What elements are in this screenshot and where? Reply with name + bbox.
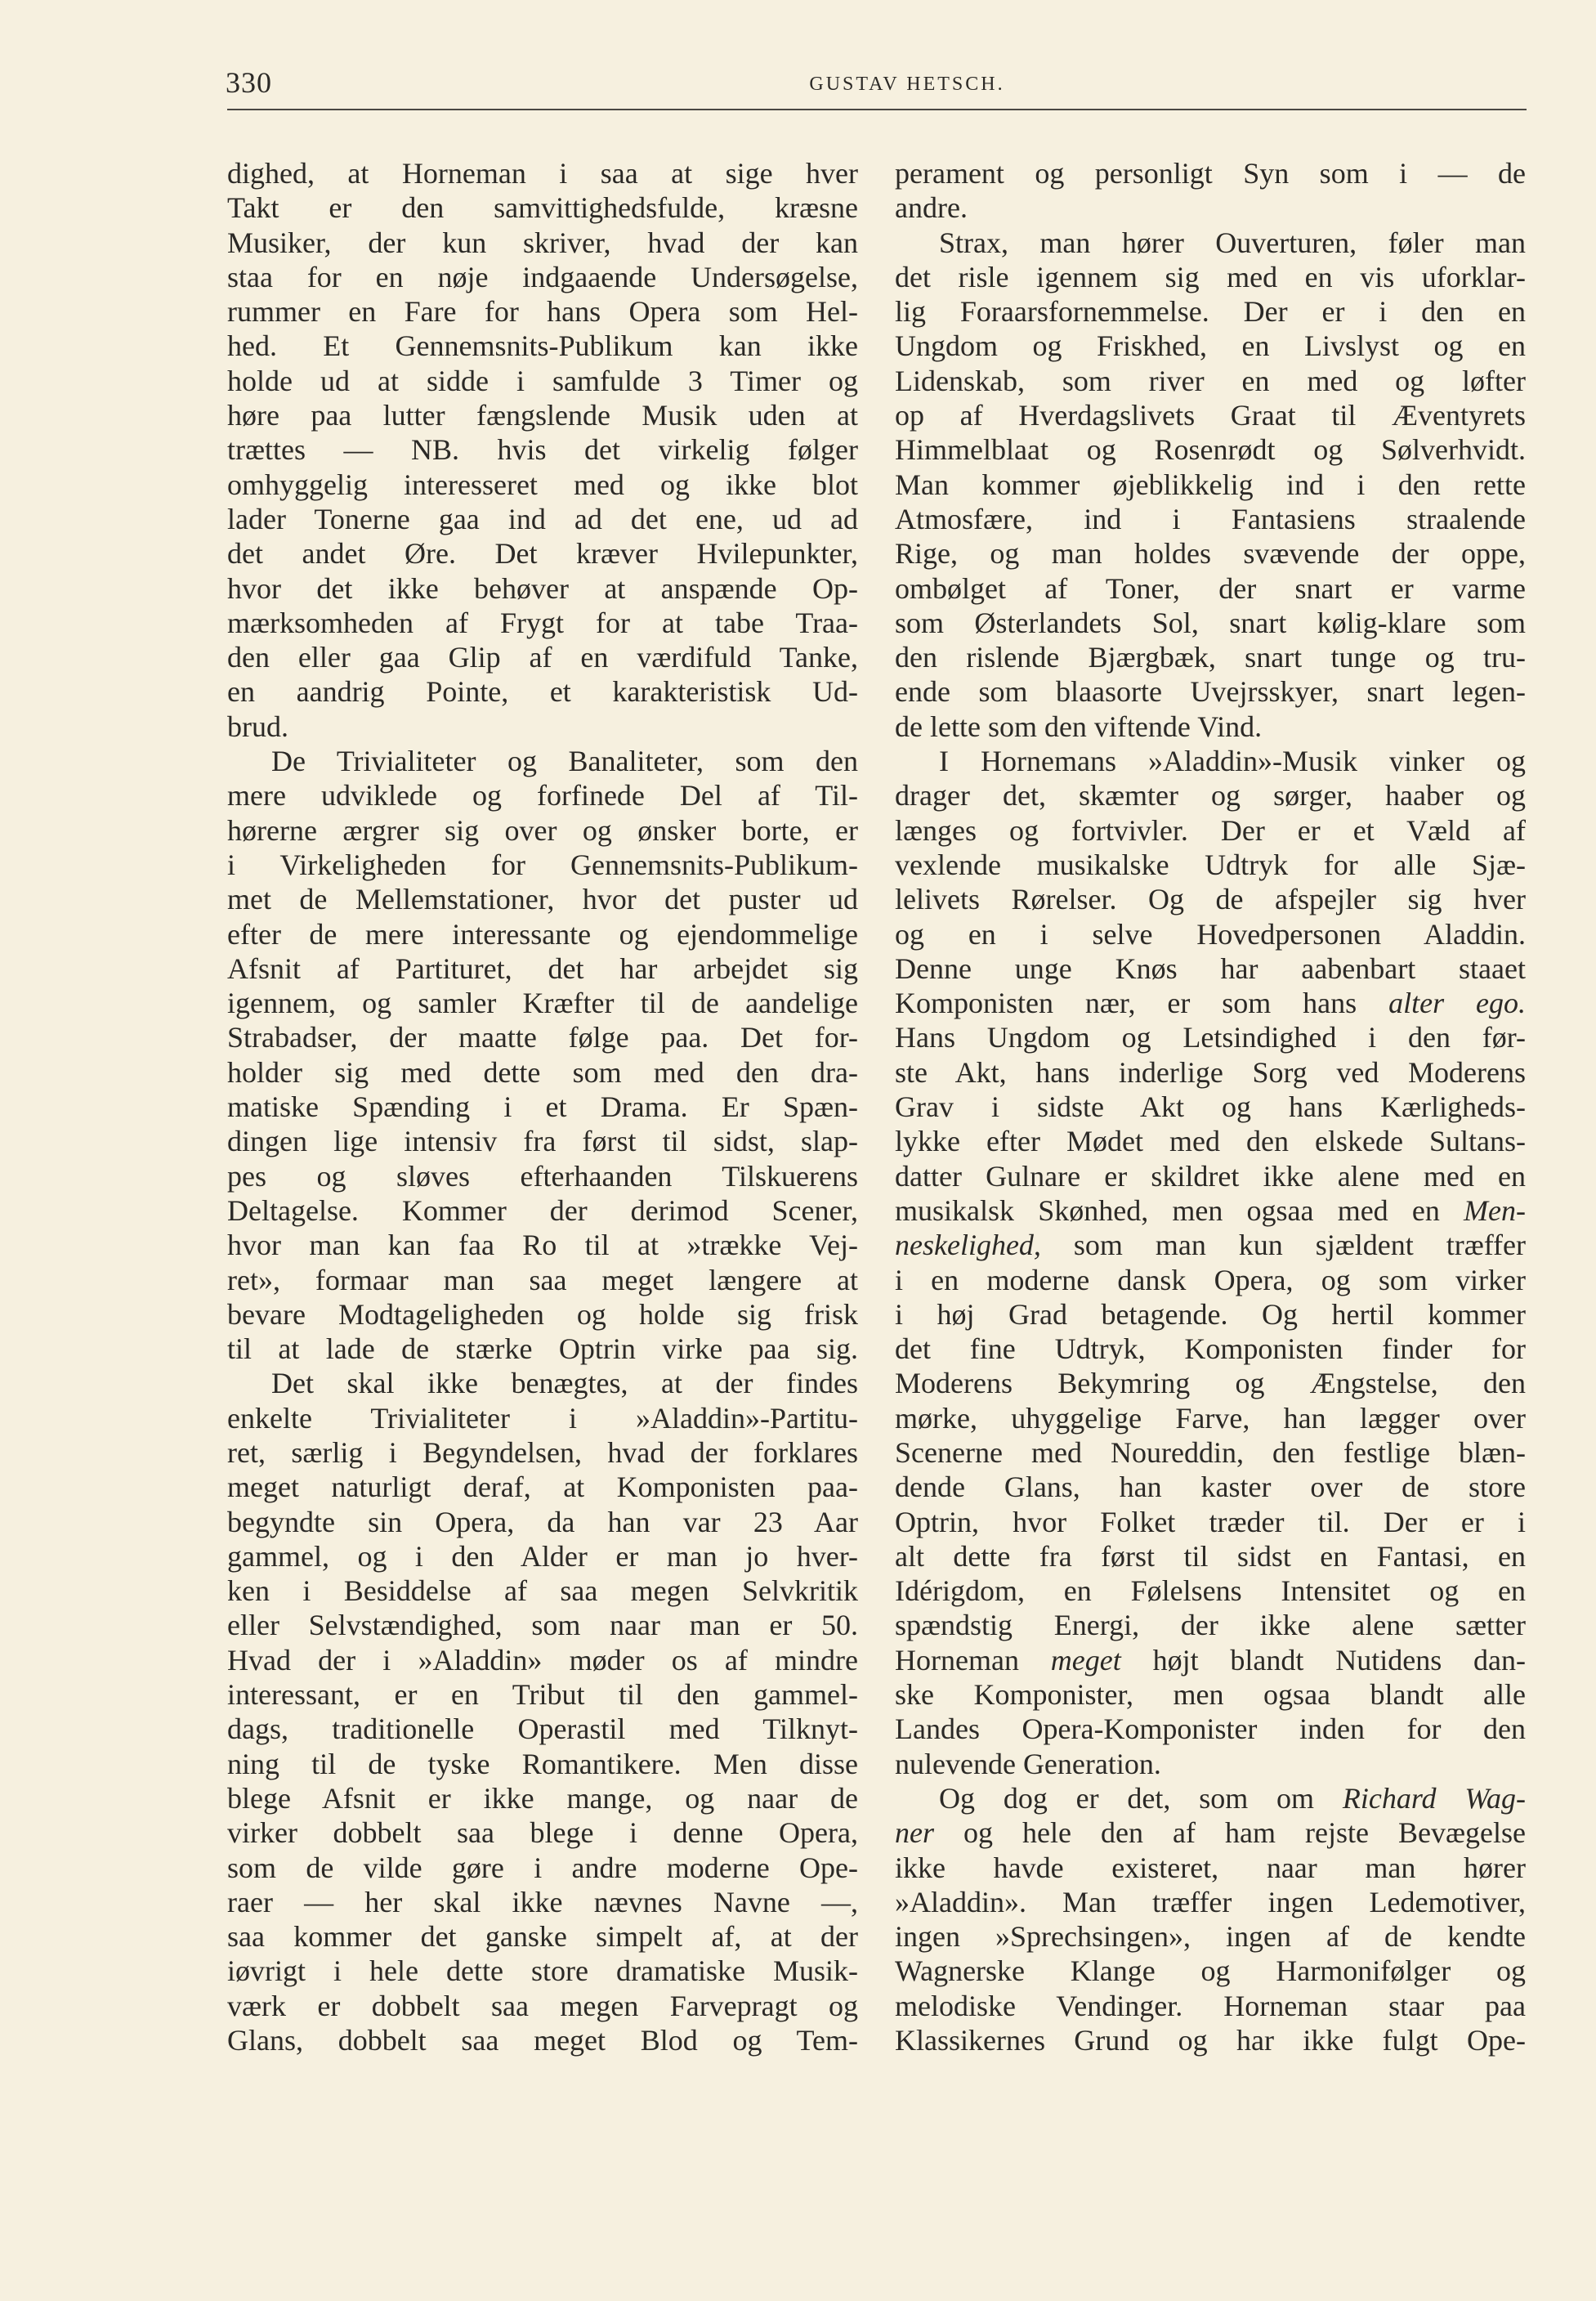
text-line: Strax, man hører Ouverturen, føler man: [939, 226, 1526, 259]
text-column-right: [895, 156, 1526, 2057]
text-line: længes og fortvivler. Der er et Væld af: [895, 813, 1526, 847]
italic-text: alter ego.: [1388, 987, 1526, 1020]
text-line: i en moderne dansk Opera, og som virker: [895, 1263, 1526, 1296]
text-line: ske Komponister, men ogsaa blandt alle: [895, 1678, 1526, 1712]
text-line: til at lade de stærke Optrin virke paa sig.: [227, 1332, 858, 1366]
italic-text: Richard Wag-: [1342, 1781, 1526, 1815]
text-line: Musiker, der kun skriver, hvad der kan: [227, 226, 858, 259]
text-line: gammel, og i den Alder er man jo hver-: [227, 1539, 858, 1573]
text-line: det risle igennem sig med en vis uforklar-: [895, 260, 1526, 293]
text-line: raer — her skal ikke nævnes Navne —,: [227, 1885, 858, 1918]
text-line: Grav i sidste Akt og hans Kærligheds-: [895, 1090, 1526, 1124]
text-line: [895, 1643, 1526, 1677]
text-line: melodiske Vendinger. Horneman staar paa: [895, 1989, 1526, 2022]
text-line: igennem, og samler Kræfter til de aandelige: [227, 987, 858, 1020]
text-segment: som man kun sjældent træffer: [1040, 1229, 1526, 1262]
text-line: op af Hverdagslivets Graat til Æventyrets: [895, 399, 1526, 432]
text-line: lelivets Rørelser. Og de afspejler sig hver: [895, 883, 1526, 916]
text-line: Hvad der i »Aladdin» møder os af mindre: [227, 1643, 858, 1677]
text-segment: musikalsk Skønhed, men ogsaa med en: [895, 1193, 1464, 1227]
text-line: Idérigdom, en Følelsens Intensitet og en: [895, 1574, 1526, 1608]
text-line: som Østerlandets Sol, snart kølig-klare som: [895, 606, 1526, 639]
text-line: perament og personligt Syn som i — de: [895, 157, 1526, 190]
text-segment: højt blandt Nutidens dan-: [1120, 1643, 1526, 1677]
text-line: Det skal ikke benægtes, at der findes: [271, 1367, 858, 1400]
text-line: staa for en nøje indgaaende Undersøgelse,: [227, 260, 858, 293]
text-line: pes og sløves efterhaanden Tilskuerens: [227, 1159, 858, 1193]
text-line: enkelte Trivialiteter i »Aladdin»-Partitu-: [227, 1401, 858, 1435]
text-line: i Virkeligheden for Gennemsnits-Publikum-: [227, 848, 858, 881]
text-line: holder sig med dette som med den dra-: [227, 1055, 858, 1089]
text-line: lader Tonerne gaa ind ad det ene, ud ad: [227, 502, 858, 535]
text-line: hørerne ærgrer sig over og ønsker borte, er: [227, 813, 858, 847]
text-segment: Komponisten nær, er som hans: [895, 987, 1389, 1020]
text-line: hvor det ikke behøver at anspænde Op-: [227, 571, 858, 605]
text-line: dende Glans, han kaster over de store: [895, 1471, 1526, 1504]
text-line: Man kommer øjeblikkelig ind i den rette: [895, 468, 1526, 501]
text-line: hvor man kan faa Ro til at »trække Vej-: [227, 1229, 858, 1262]
text-line: den rislende Bjærgbæk, snart tunge og tru-: [895, 641, 1526, 674]
text-line: vexlende musikalske Udtryk for alle Sjæ-: [895, 848, 1526, 881]
text-line: datter Gulnare er skildret ikke alene med en: [895, 1159, 1526, 1193]
text-line: de lette som den viftende Vind.: [895, 710, 1263, 743]
text-line: drager det, skæmter og sørger, haaber og: [895, 779, 1526, 813]
text-line: Denne unge Knøs har aabenbart staaet: [895, 951, 1526, 985]
text-line: iøvrigt i hele dette store dramatiske Musik-: [227, 1954, 858, 1988]
text-line: Rige, og man holdes svævende der oppe,: [895, 537, 1526, 571]
text-line: Scenerne med Noureddin, den festlige blæn-: [895, 1435, 1526, 1469]
text-line: Strabadser, der maatte følge paa. Det for-: [227, 1021, 858, 1054]
text-line: Himmelblaat og Rosenrødt og Sølverhvidt.: [895, 433, 1526, 467]
text-line: som de vilde gøre i andre moderne Ope-: [227, 1851, 858, 1884]
text-line: Afsnit af Partituret, det har arbejdet sig: [227, 951, 858, 985]
text-segment: Og dog er det, som om: [939, 1781, 1343, 1815]
text-line: det andet Øre. Det kræver Hvilepunkter,: [227, 537, 858, 571]
text-line: ikke havde existeret, naar man hører: [895, 1851, 1526, 1884]
text-line: omhyggelig interesseret med og ikke blot: [227, 468, 858, 501]
text-line: [895, 1781, 1526, 1815]
text-line: virker dobbelt saa blege i denne Opera,: [227, 1816, 858, 1850]
text-column-left: [227, 156, 858, 2057]
text-line: meget naturligt deraf, at Komponisten paa-: [227, 1471, 858, 1504]
text-line: efter de mere interessante og ejendommelige: [227, 917, 858, 951]
text-line: nulevende Generation.: [895, 1747, 1161, 1780]
text-segment: Horneman: [895, 1643, 1051, 1677]
text-line: saa kommer det ganske simpelt af, at der: [227, 1920, 858, 1954]
text-line: og en i selve Hovedpersonen Aladdin.: [895, 917, 1526, 951]
text-line: Atmosfære, ind i Fantasiens straalende: [895, 502, 1526, 535]
text-line: »Aladdin». Man træffer ingen Ledemotiver,: [895, 1885, 1526, 1918]
text-line: ning til de tyske Romantikere. Men disse: [227, 1747, 858, 1780]
italic-text: meget: [1050, 1643, 1121, 1677]
header-rule: [227, 109, 1527, 110]
text-line: ret, særlig i Begyndelsen, hvad der forklares: [227, 1435, 858, 1469]
text-line: mere udviklede og forfinede Del af Til-: [227, 779, 858, 813]
text-line: [895, 1193, 1526, 1228]
text-line: høre paa lutter fængslende Musik uden at: [227, 399, 858, 432]
text-line: ste Akt, hans inderlige Sorg ved Moderens: [895, 1055, 1526, 1089]
text-line: dingen lige intensiv fra først til sidst, slap-: [227, 1125, 858, 1158]
text-line: andre.: [895, 191, 968, 225]
text-line: Glans, dobbelt saa meget Blod og Tem-: [227, 2024, 858, 2057]
text-segment: og hele den af ham rejste Bevægelse: [934, 1816, 1526, 1850]
text-line: blege Afsnit er ikke mange, og naar de: [227, 1781, 858, 1815]
text-line: rummer en Fare for hans Opera som Hel-: [227, 295, 858, 329]
text-line: interessant, er en Tribut til den gammel-: [227, 1678, 858, 1712]
text-line: værk er dobbelt saa megen Farvepragt og: [227, 1989, 858, 2022]
italic-text: Men-: [1464, 1193, 1526, 1227]
text-line: mærksomheden af Frygt for at tabe Traa-: [227, 606, 858, 639]
text-line: en aandrig Pointe, et karakteristisk Ud-: [227, 675, 858, 709]
text-line: Landes Opera-Komponister inden for den: [895, 1712, 1526, 1746]
text-line: ret», formaar man saa meget længere at: [227, 1263, 858, 1296]
page-number: 330: [226, 66, 272, 99]
text-line: holde ud at sidde i samfulde 3 Timer og: [227, 364, 858, 397]
text-line: ken i Besiddelse af saa megen Selvkritik: [227, 1574, 858, 1608]
text-line: [895, 1815, 1526, 1850]
text-line: mørke, uhyggelige Farve, han lægger over: [895, 1401, 1526, 1435]
text-line: Deltagelse. Kommer der derimod Scener,: [227, 1193, 858, 1227]
italic-text: neskelighed,: [895, 1229, 1041, 1262]
text-line: Lidenskab, som river en med og løfter: [895, 364, 1526, 397]
text-line: ingen »Sprechsingen», ingen af de kendte: [895, 1920, 1526, 1954]
text-line: trættes — NB. hvis det virkelig følger: [227, 433, 858, 467]
text-line: brud.: [227, 710, 288, 743]
text-line: den eller gaa Glip af en værdifuld Tanke,: [227, 641, 858, 674]
text-line: spændstig Energi, der ikke alene sætter: [895, 1609, 1526, 1642]
text-line: dags, traditionelle Operastil med Tilknyt-: [227, 1712, 858, 1746]
text-line: lig Foraarsfornemmelse. Der er i den en: [895, 295, 1526, 329]
text-line: [895, 986, 1526, 1020]
text-line: Wagnerske Klange og Harmonifølger og: [895, 1954, 1526, 1988]
text-line: Optrin, hvor Folket træder til. Der er i: [895, 1505, 1526, 1538]
text-line: lykke efter Mødet med den elskede Sultans-: [895, 1125, 1526, 1158]
italic-text: ner: [895, 1816, 934, 1850]
text-line: begyndte sin Opera, da han var 23 Aar: [227, 1505, 858, 1538]
text-line: Klassikernes Grund og har ikke fulgt Ope-: [895, 2024, 1526, 2057]
running-head: GUSTAV HETSCH.: [809, 74, 1005, 95]
text-line: Hans Ungdom og Letsindighed i den før-: [895, 1021, 1526, 1054]
text-line: alt dette fra først til sidst en Fantasi, en: [895, 1539, 1526, 1573]
text-line: hed. Et Gennemsnits-Publikum kan ikke: [227, 329, 858, 363]
text-line: Moderens Bekymring og Ængstelse, den: [895, 1367, 1526, 1400]
text-line: det fine Udtryk, Komponisten finder for: [895, 1332, 1526, 1366]
text-line: I Hornemans »Aladdin»-Musik vinker og: [939, 745, 1526, 778]
text-line: i høj Grad betagende. Og hertil kommer: [895, 1297, 1526, 1331]
text-line: [895, 1228, 1526, 1262]
text-line: dighed, at Horneman i saa at sige hver: [227, 157, 858, 190]
text-line: De Trivialiteter og Banaliteter, som den: [271, 745, 858, 778]
text-line: Ungdom og Friskhed, en Livslyst og en: [895, 329, 1526, 363]
text-line: matiske Spænding i et Drama. Er Spæn-: [227, 1090, 858, 1124]
text-line: ende som blaasorte Uvejrsskyer, snart legen-: [895, 675, 1526, 709]
text-line: Takt er den samvittighedsfulde, kræsne: [227, 191, 858, 225]
text-line: bevare Modtageligheden og holde sig frisk: [227, 1297, 858, 1331]
text-line: eller Selvstændighed, som naar man er 50.: [227, 1609, 858, 1642]
text-line: ombølget af Toner, der snart er varme: [895, 571, 1526, 605]
text-line: met de Mellemstationer, hvor det puster ud: [227, 883, 858, 916]
